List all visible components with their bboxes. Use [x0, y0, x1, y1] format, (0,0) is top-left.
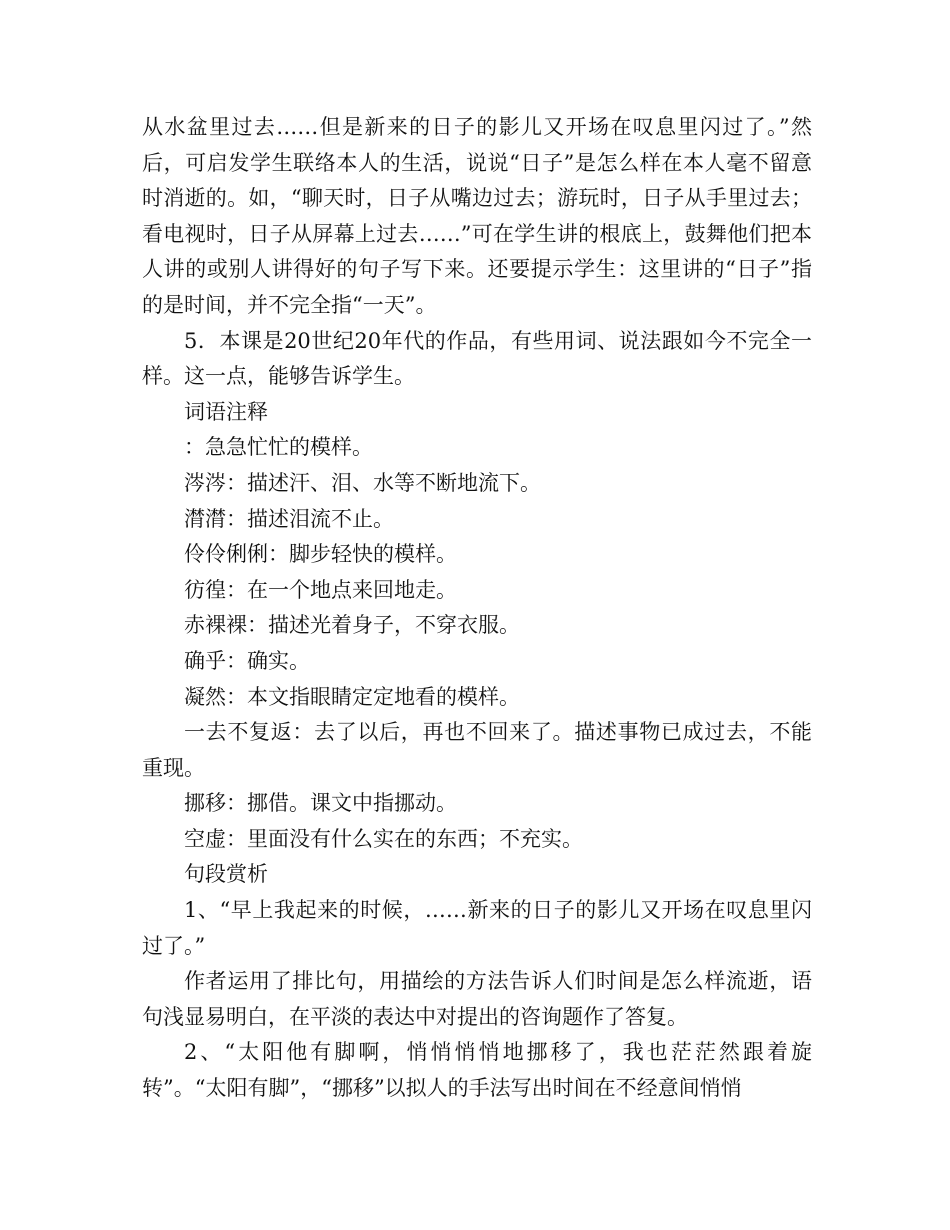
- section-heading-analysis: 句段赏析: [184, 862, 268, 887]
- section-heading-vocabulary: 词语注释: [184, 399, 268, 424]
- vocab-entry: 伶伶俐俐：脚步轻快的模样。: [184, 542, 457, 567]
- vocab-entry: 空虚：里面没有什么实在的东西；不充实。: [184, 826, 583, 851]
- paragraph-intro-continuation: 从水盆里过去……但是新来的日子的影儿又开场在叹息里闪过了。”然后，可启发学生联络本人的生活，说说“日子”是怎么样在本人毫不留意时消逝的。如，“聊天时，日子从嘴边过去；游玩时，日子从手里过去；看电视时，日子从屏幕上过去……”可在学生讲的根底上，鼓舞他们把本人讲的或别人讲得好的句子写下来。还要提示学生：这里讲的“日子”指的是时间，并不完全指“一天”。: [142, 115, 812, 317]
- vocab-entry: 挪移：挪借。课文中指挪动。: [184, 791, 457, 816]
- analysis-comment-1: 作者运用了排比句，用描绘的方法告诉人们时间是怎么样流逝，语句浅显易明白，在平淡的表达中对提出的咨询题作了答复。: [142, 969, 812, 1029]
- vocab-entry: 涔涔：描述汗、泪、水等不断地流下。: [184, 470, 541, 495]
- vocab-entry: 一去不复返：去了以后，再也不回来了。描述事物已成过去，不能重现。: [142, 720, 812, 780]
- vocab-entry: 赤裸裸：描述光着身子，不穿衣服。: [184, 613, 520, 638]
- vocab-entry: 潸潸：描述泪流不止。: [184, 506, 394, 531]
- vocab-entry: 凝然：本文指眼睛定定地看的模样。: [184, 684, 520, 709]
- document-body: [142, 110, 812, 1107]
- vocab-entry: ：急急忙忙的模样。: [184, 435, 373, 460]
- analysis-quote-2: 2、“太阳他有脚啊，悄悄悄悄地挪移了，我也茫茫然跟着旋转”。“太阳有脚”，“挪移”以拟人的手法写出时间在不经意间悄悄: [142, 1040, 812, 1101]
- vocab-entry: 彷徨：在一个地点来回地走。: [184, 577, 457, 602]
- paragraph-point-5: 5．本课是20世纪20年代的作品，有些用词、说法跟如今不完全一样。这一点，能够告诉学生。: [142, 328, 812, 389]
- analysis-quote-1: 1、“早上我起来的时候，……新来的日子的影儿又开场在叹息里闪过了。”: [142, 898, 812, 958]
- vocab-entry: 确乎：确实。: [184, 648, 310, 673]
